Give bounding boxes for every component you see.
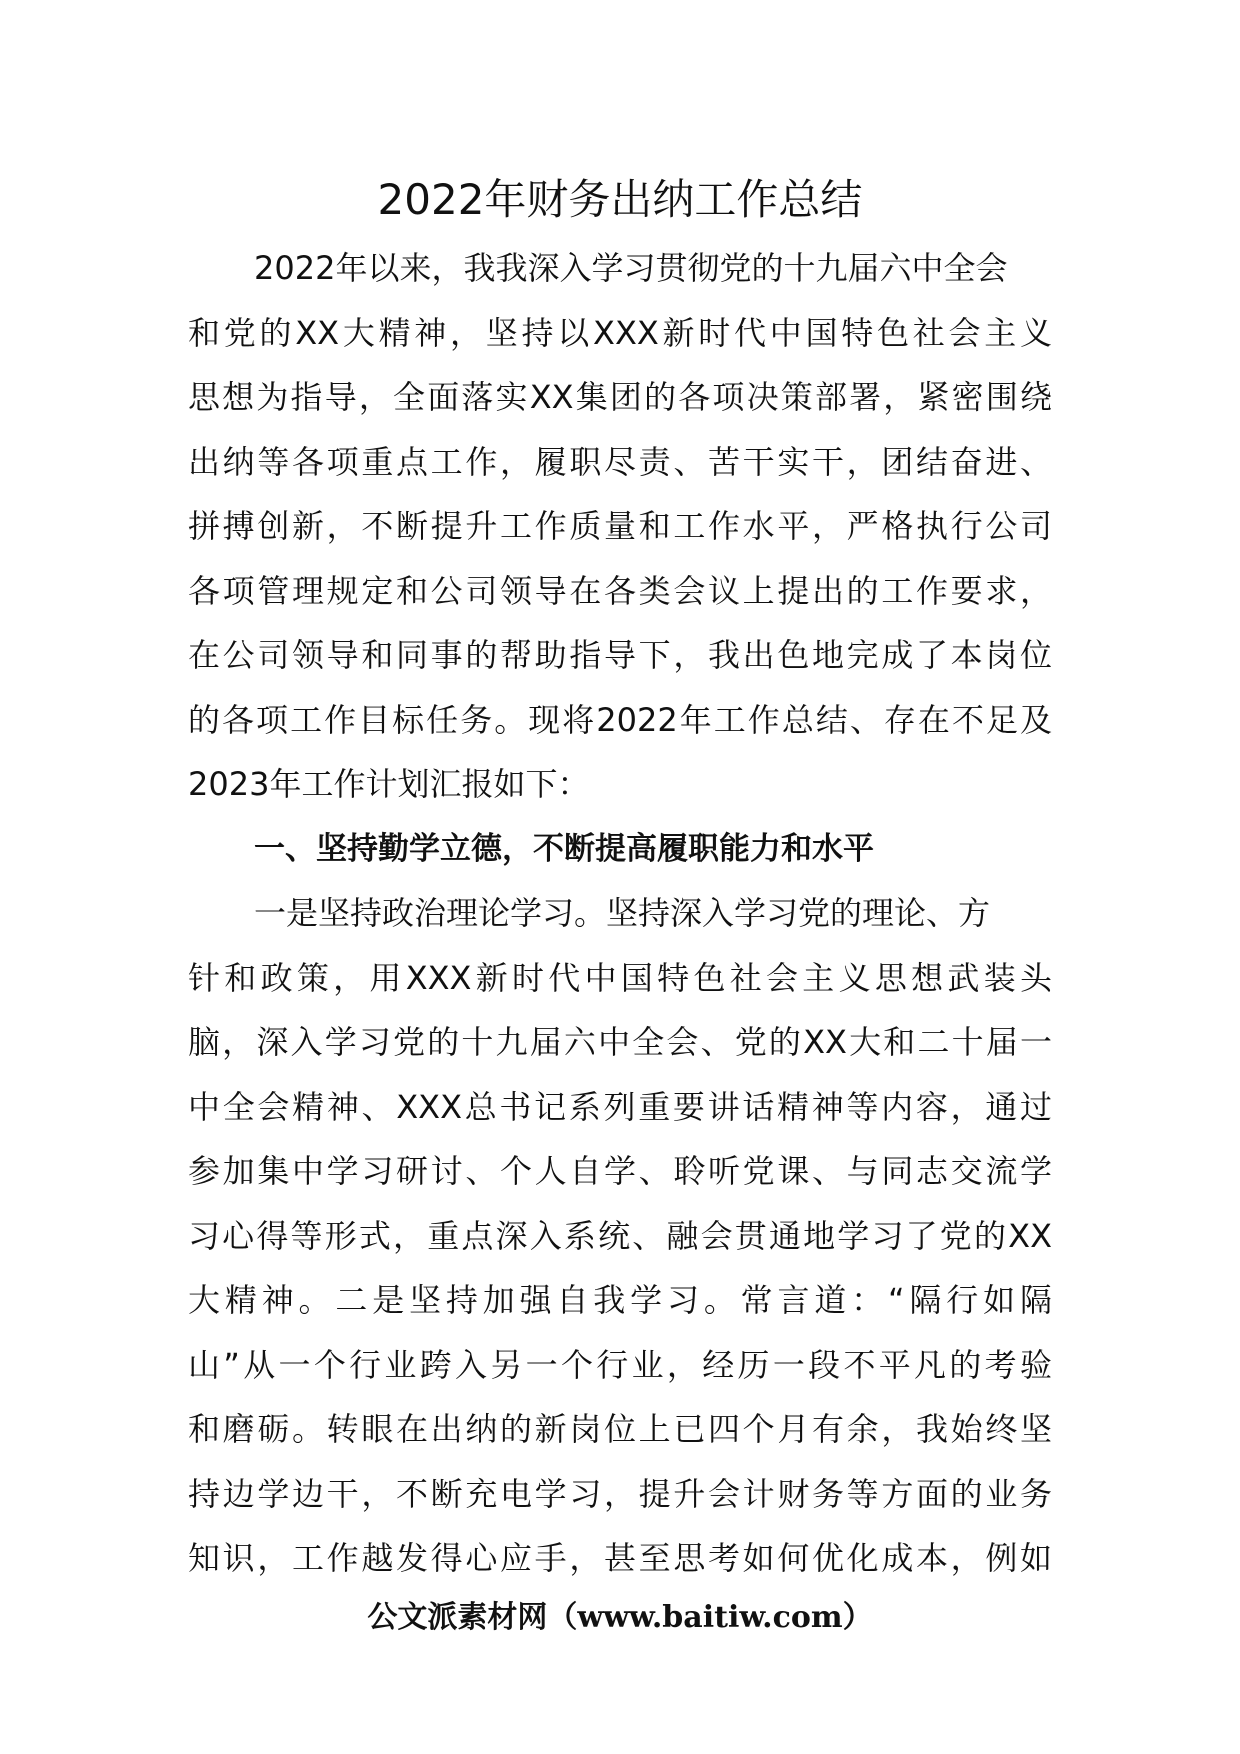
body-line: 山”从一个行业跨入另一个行业，经历一段不平凡的考验 xyxy=(188,1345,1052,1384)
body-line: 2022年以来，我我深入学习贯彻党的十九届六中全会 xyxy=(254,249,1008,287)
body-line: 的各项工作目标任务。现将2022年工作总结、存在不足及 xyxy=(188,700,1052,739)
footer-watermark: 公文派素材网（www.baitiw.com） xyxy=(367,1600,873,1635)
body-line: 思想为指导，全面落实XX集团的各项决策部署，紧密围绕 xyxy=(188,378,1052,416)
document-body xyxy=(188,236,1052,1591)
body-line: 一是坚持政治理论学习。坚持深入学习党的理论、方 xyxy=(254,894,991,932)
body-line: 2023年工作计划汇报如下： xyxy=(188,765,590,803)
body-line: 大精神。二是坚持加强自我学习。常言道：“隔行如隔 xyxy=(188,1281,1052,1319)
body-line: 各项管理规定和公司领导在各类会议上提出的工作要求， xyxy=(188,571,1052,610)
body-line: 拼搏创新，不断提升工作质量和工作水平，严格执行公司 xyxy=(188,507,1052,545)
section-heading: 一、坚持勤学立德，不断提高履职能力和水平 xyxy=(254,830,874,867)
body-line: 参加集中学习研讨、个人自学、聆听党课、与同志交流学 xyxy=(188,1152,1052,1190)
body-line: 和磨砺。转眼在出纳的新岗位上已四个月有余，我始终坚 xyxy=(188,1410,1052,1448)
body-line: 中全会精神、XXX总书记系列重要讲话精神等内容，通过 xyxy=(188,1087,1052,1126)
body-line: 习心得等形式，重点深入系统、融会贯通地学习了党的XX xyxy=(188,1216,1052,1255)
body-line: 在公司领导和同事的帮助指导下，我出色地完成了本岗位 xyxy=(188,636,1052,674)
body-line: 脑，深入学习党的十九届六中全会、党的XX大和二十届一 xyxy=(188,1023,1052,1061)
document-title: 2022年财务出纳工作总结 xyxy=(377,175,863,224)
body-line: 针和政策，用XXX新时代中国特色社会主义思想武装头 xyxy=(188,958,1052,997)
body-line: 和党的XX大精神，坚持以XXX新时代中国特色社会主义 xyxy=(188,313,1052,352)
body-line: 持边学边干，不断充电学习，提升会计财务等方面的业务 xyxy=(188,1474,1052,1513)
body-line: 出纳等各项重点工作，履职尽责、苦干实干，团结奋进、 xyxy=(188,442,1052,481)
body-line: 知识，工作越发得心应手，甚至思考如何优化成本，例如 xyxy=(188,1539,1052,1577)
